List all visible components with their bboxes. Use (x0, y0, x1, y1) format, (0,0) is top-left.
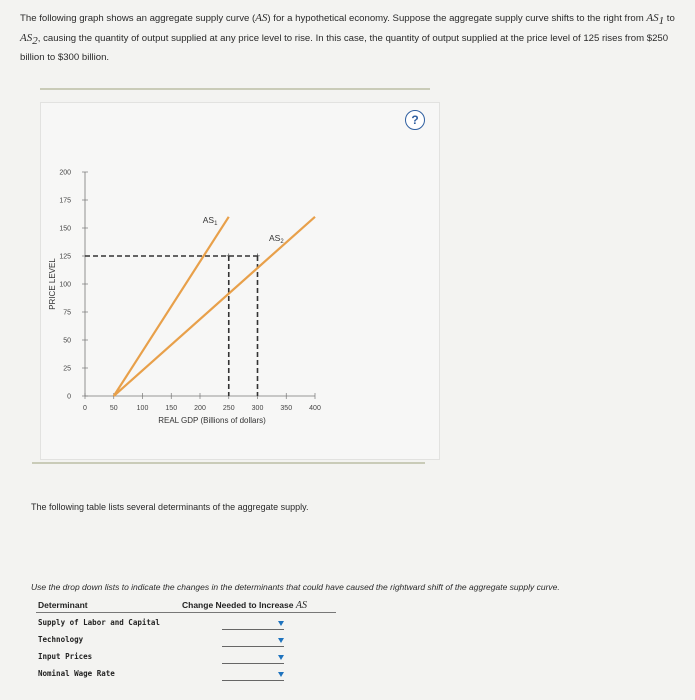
y-tick-label: 175 (59, 197, 71, 205)
y-axis-title: PRICE LEVEL (48, 258, 57, 310)
input-prices-dropdown[interactable] (222, 655, 284, 664)
x-tick-label: 250 (222, 405, 235, 412)
table-intro: The following table lists several determinants of the aggregate supply. (31, 502, 309, 512)
x-tick-label: 200 (194, 405, 206, 412)
table-header (36, 598, 336, 613)
dropdown-arrow-icon (278, 621, 284, 626)
as2-symbol: AS (20, 31, 33, 44)
technology-dropdown[interactable] (222, 638, 284, 647)
y-tick-label: 150 (59, 225, 71, 233)
intro-to-word: to (664, 13, 675, 24)
y-tick-label: 50 (63, 337, 71, 345)
question-intro (20, 10, 682, 66)
y-tick-label: 100 (59, 281, 71, 289)
y-tick-label: 25 (63, 365, 71, 373)
intro-text-3: , causing the quantity of output supplied at any price level to rise. In this case, the quantity of output supplied at the price level of 125 rises from $250 billion to $300 billion. (20, 32, 669, 63)
table-row (36, 664, 336, 681)
determinant-label: Supply of Labor and Capital (38, 618, 160, 627)
curve-label-name: AS (202, 214, 215, 225)
change-header-text: Change Needed to Increase (182, 600, 294, 610)
determinant-label: Technology (38, 635, 84, 644)
x-tick-label: 100 (136, 405, 149, 412)
determinants-table (36, 598, 336, 681)
dropdown-arrow-icon (278, 655, 284, 660)
as-curve-label-2 (269, 233, 284, 245)
nominal-wage-rate-dropdown[interactable] (222, 672, 284, 681)
dropdown-arrow-icon (278, 672, 284, 677)
as-symbol: AS (255, 12, 268, 24)
dropdown-arrow-icon (278, 638, 284, 643)
y-tick-label: 75 (63, 309, 71, 317)
x-axis-title: REAL GDP (Billions of dollars) (158, 416, 266, 425)
curve-label-subscript: 2 (280, 238, 284, 245)
table-row (36, 647, 336, 664)
supply-labor-capital-dropdown[interactable] (222, 621, 284, 630)
y-tick-label: 200 (59, 169, 71, 177)
x-tick-label: 50 (109, 405, 118, 412)
help-icon[interactable]: ? (405, 110, 425, 130)
change-header-as: AS (295, 600, 307, 611)
x-tick-label: 300 (251, 405, 264, 412)
intro-text-1: The following graph shows an aggregate supply curve ( (20, 13, 256, 24)
determinant-label: Input Prices (38, 652, 93, 661)
divider-top (40, 88, 430, 90)
table-row (36, 630, 336, 647)
y-tick-label: 125 (59, 253, 71, 261)
determinant-label: Nominal Wage Rate (38, 669, 115, 678)
as-curve-1 (114, 214, 232, 396)
y-tick-label: 0 (67, 393, 71, 401)
divider-bottom (32, 462, 425, 464)
curve-label-subscript: 1 (214, 220, 218, 227)
as-curve-label-1 (203, 215, 218, 227)
reference-point-marker: + (226, 251, 232, 261)
x-tick-label: 350 (280, 405, 293, 412)
reference-point-marker: + (254, 251, 261, 261)
intro-text-2: ) for a hypothetical economy. Suppose the aggregate supply curve shifts to the right from (267, 13, 647, 24)
change-header (182, 600, 307, 611)
dropdown-instructions: Use the drop down lists to indicate the changes in the determinants that could have caused the rightward shift of the aggregate supply curve. (31, 582, 560, 592)
as1-symbol: AS (646, 12, 659, 24)
as1-subscript: 1 (658, 14, 665, 27)
table-row (36, 613, 336, 630)
x-tick-label: 150 (165, 405, 178, 412)
x-tick-label: 0 (83, 405, 87, 412)
determinant-header: Determinant (38, 600, 88, 610)
aggregate-supply-chart (40, 150, 340, 450)
x-tick-label: 400 (309, 405, 321, 412)
as2-subscript: 2 (32, 34, 38, 47)
curve-label-name: AS (269, 232, 281, 243)
as-curve-2 (114, 214, 315, 396)
